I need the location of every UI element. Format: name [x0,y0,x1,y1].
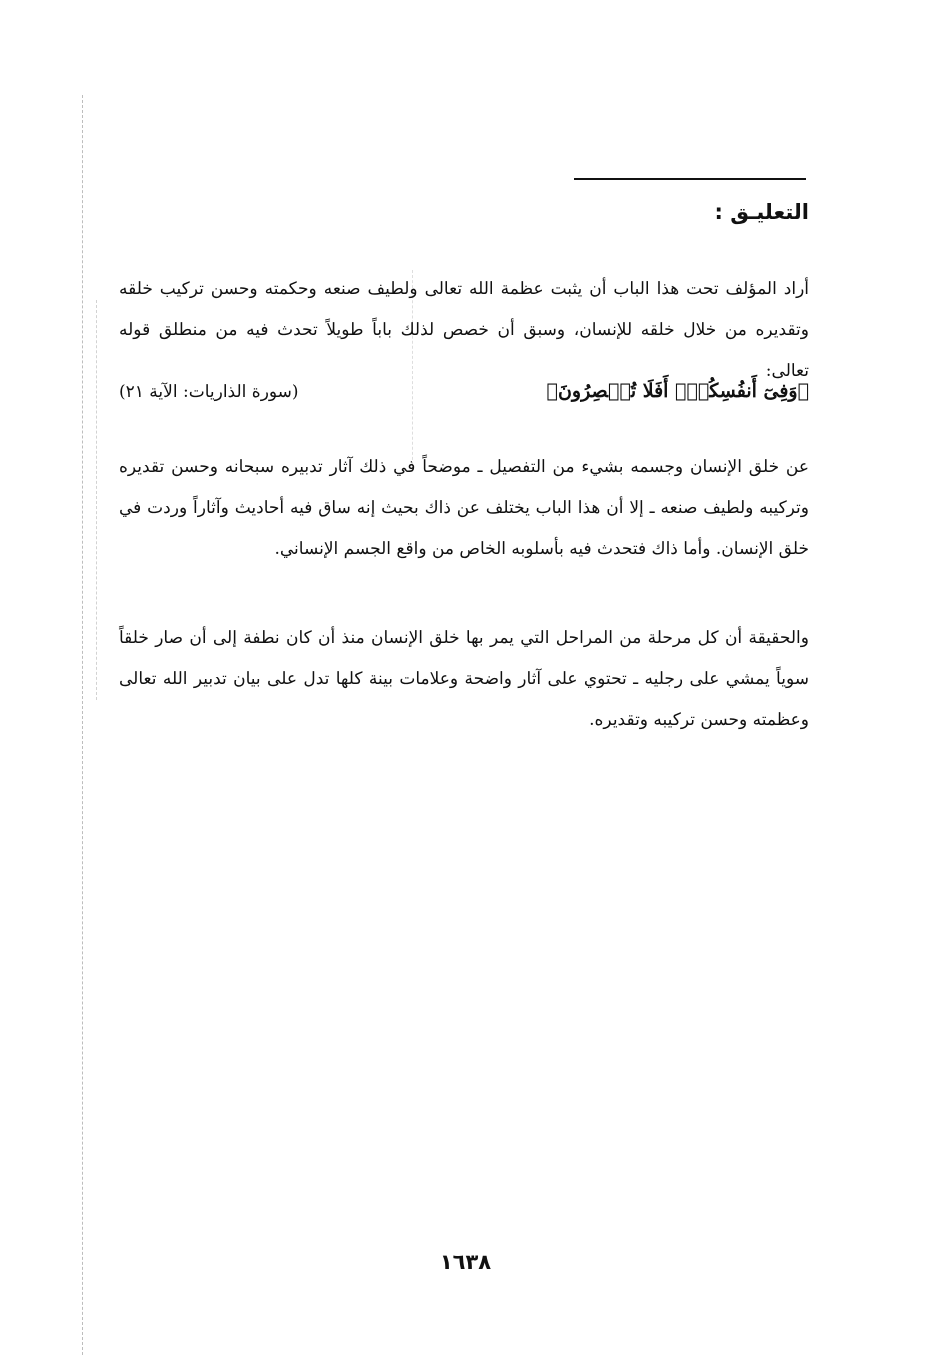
page-number: ١٦٣٨ [439,1250,492,1274]
quran-verse: ﴿وَفِىٓ أَنفُسِكُمْۚ أَفَلَا تُبۡصِرُونَ﴾ [546,380,809,402]
quran-verse-line [119,380,809,414]
scan-edge-line [96,300,97,700]
scan-edge-line [82,95,83,1355]
paragraph-2: عن خلق الإنسان وجسمه بشيء من التفصيل ـ موضحاً في ذلك آثار تدبيره سبحانه وحسن تقديره وتركيبه ولطيف صنعه ـ إلا أن هذا الباب يختلف عن ذاك بحيث إنه ساق فيه أحاديث وآثاراً وردت في خلق الإنسان. وأما ذاك فتحدث فيه بأسلوبه الخاص من واقع الجسم الإنساني. [119,457,809,559]
footnote-separator-rule [574,178,806,180]
paragraph-1: أراد المؤلف تحت هذا الباب أن يثبت عظمة الله تعالى ولطيف صنعه وحكمته وحسن تركيب خلقه وتقديره من خلال خلقه للإنسان، وسبق أن خصص لذلك باباً طويلاً تحدث فيه من منطلق قوله تعالى: [119,279,809,381]
verse-reference: (سورة الذاريات: الآية ٢١) [119,382,299,402]
paragraph-3: والحقيقة أن كل مرحلة من المراحل التي يمر بها خلق الإنسان منذ أن كان نطفة إلى أن صار خلقاً سوياً يمشي على رجليه ـ تحتوي على آثار واضحة وعلامات بينة كلها تدل على بيان تدبير الله تعالى وعظمته وحسن تركيبه وتقديره. [119,628,809,730]
section-heading: التعليـق : [714,200,809,224]
